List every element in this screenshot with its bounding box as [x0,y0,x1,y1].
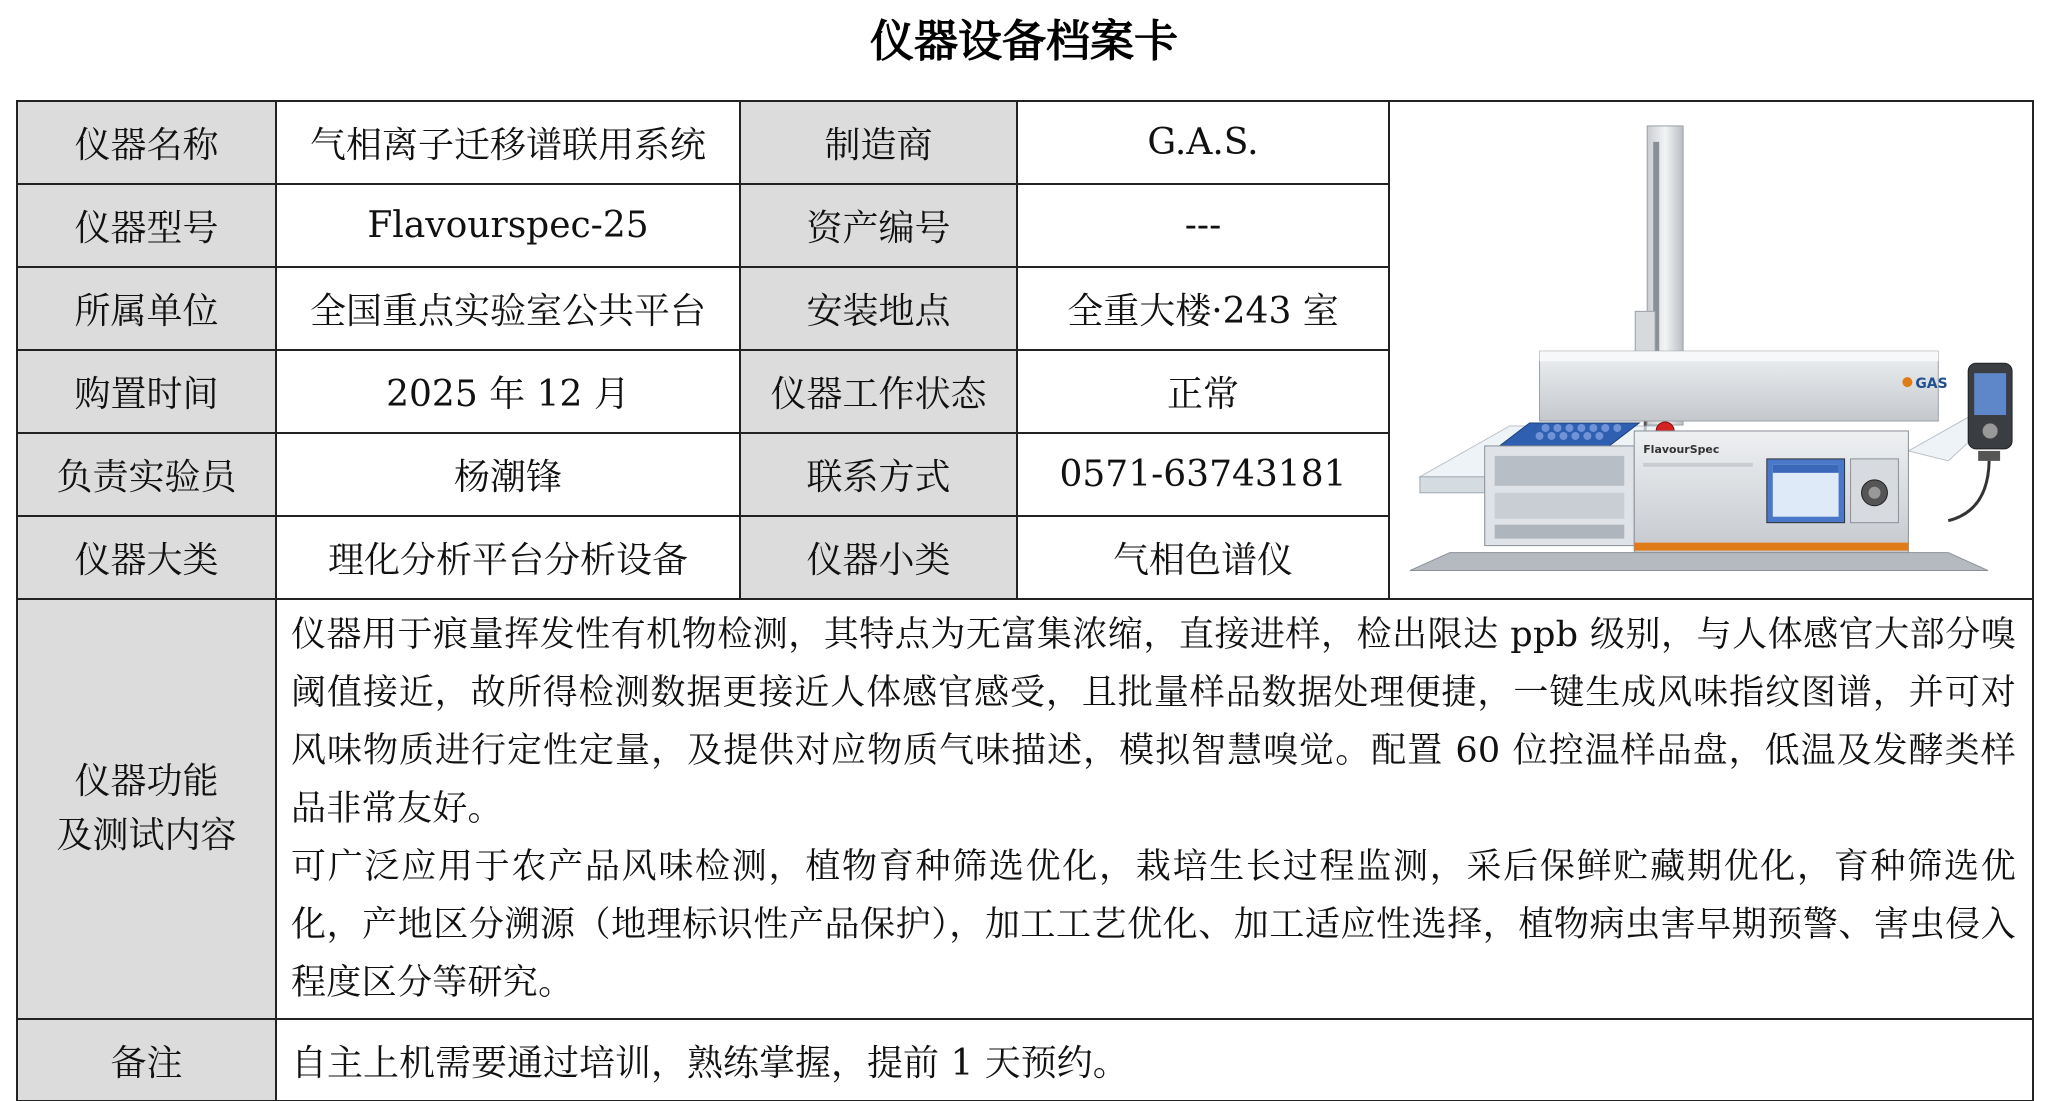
field-value: 正常 [1017,350,1389,433]
field-label: 资产编号 [740,184,1017,267]
function-label-line2: 及测试内容 [56,815,237,857]
field-label: 联系方式 [740,433,1017,516]
field-label: 制造商 [740,101,1017,184]
field-value: 理化分析平台分析设备 [276,516,740,599]
field-label: 仪器小类 [740,516,1017,599]
field-label: 仪器型号 [17,184,276,267]
function-paragraph-2: 可广泛应用于农产品风味检测，植物育种筛选优化，栽培生长过程监测，采后保鲜贮藏期优化，育种筛选优化，产地区分溯源（地理标识性产品保护），加工工艺优化、加工适应性选择，植物病虫害早期预警、害虫侵入程度区分等研究。 [291,847,2016,1004]
field-value: Flavourspec-25 [276,184,740,267]
page-title: 仪器设备档案卡 [870,16,1178,67]
field-label: 负责实验员 [17,433,276,516]
equipment-record-table [16,100,2034,1101]
field-value: 气相离子迁移谱联用系统 [276,101,740,184]
field-value: 杨潮锋 [276,433,740,516]
field-label: 安装地点 [740,267,1017,350]
field-value: 2025 年 12 月 [276,350,740,433]
brand-logo-icon [1902,377,1912,387]
function-label [17,599,276,1019]
table-row [17,101,2033,184]
function-paragraph-1: 仪器用于痕量挥发性有机物检测，其特点为无富集浓缩，直接进样，检出限达 ppb 级别，与人体感官大部分嗅阈值接近，故所得检测数据更接近人体感官感受，且批量样品数据处理便捷，一键生成风味指纹图谱，并可对风味物质进行定性定量，及提供对应物质气味描述，模拟智慧嗅觉。配置 60 位控温样品盘，低温及发酵类样品非常友好。 [291,615,2016,830]
field-value: 全重大楼·243 室 [1017,267,1389,350]
field-label: 仪器工作状态 [740,350,1017,433]
note-text: 自主上机需要通过培训，熟练掌握，提前 1 天预约。 [276,1019,2033,1101]
instrument-illustration [1390,102,2032,598]
note-row [17,1019,2033,1101]
field-value: --- [1017,184,1389,267]
field-label: 购置时间 [17,350,276,433]
device-logo-text: FlavourSpec [1643,442,1720,456]
instrument-photo [1389,101,2033,599]
function-description [276,599,2033,1019]
field-value: 全国重点实验室公共平台 [276,267,740,350]
brand-logo-text: GAS [1915,376,1948,393]
field-value: 气相色谱仪 [1017,516,1389,599]
field-label: 仪器大类 [17,516,276,599]
field-value: G.A.S. [1017,101,1389,184]
function-label-line1: 仪器功能 [74,761,219,803]
note-label: 备注 [17,1019,276,1101]
function-row [17,599,2033,1019]
field-label: 所属单位 [17,267,276,350]
field-label: 仪器名称 [17,101,276,184]
field-value: 0571-63743181 [1017,433,1389,516]
